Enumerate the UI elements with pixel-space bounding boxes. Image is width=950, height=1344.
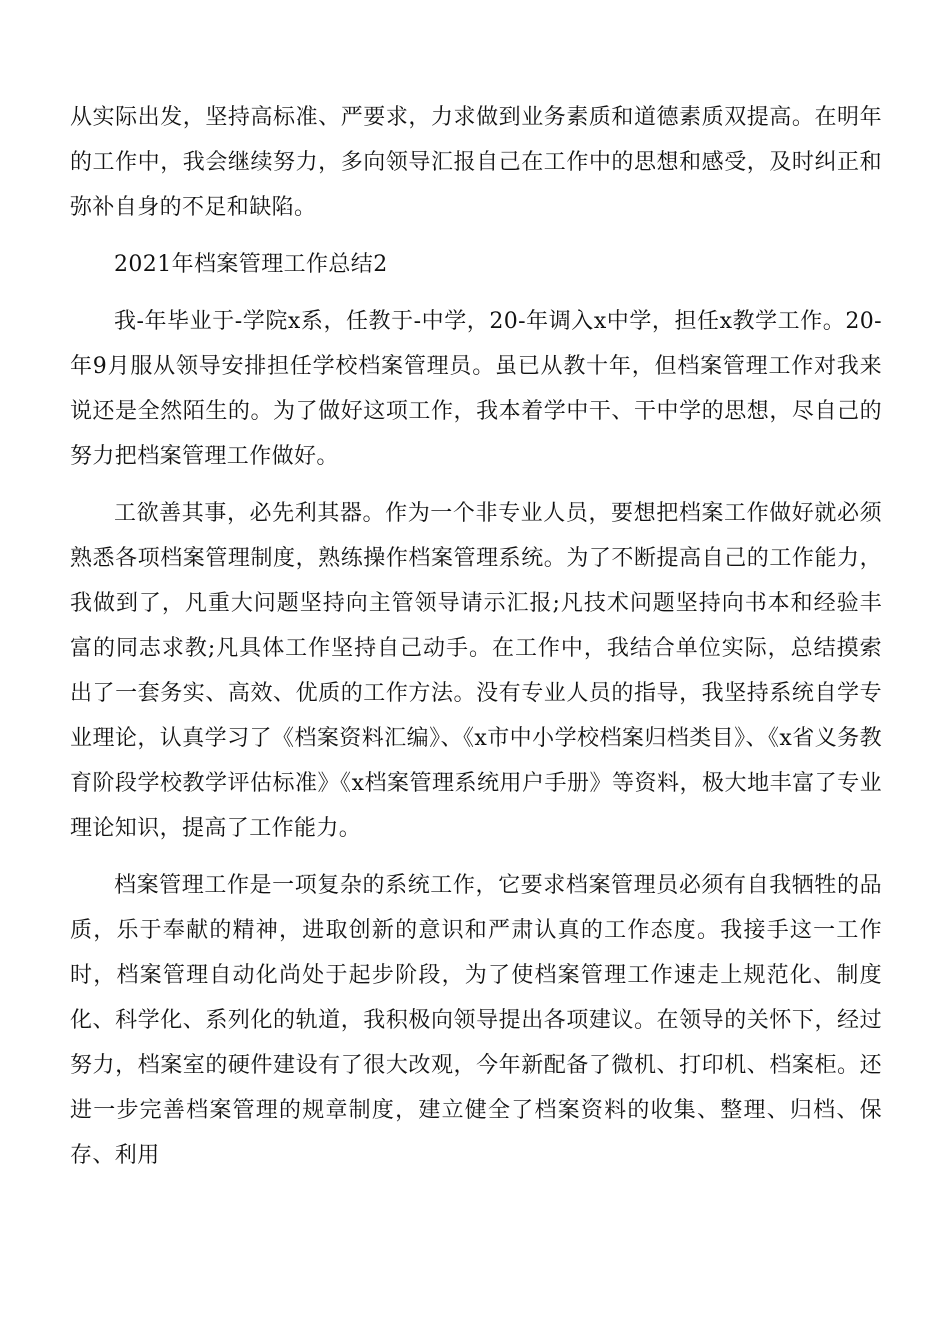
paragraph-self-study: 工欲善其事，必先利其器。作为一个非专业人员，要想把档案工作做好就必须熟悉各项档案管理制度，熟练操作档案管理系统。为了不断提高自己的工作能力，我做到了，凡重大问题坚持向主管领导请示汇报;凡技术问题坚持向书本和经验丰富的同志求教;凡具体工作坚持自己动手。在工作中，我结合单位实际，总结摸索出了一套务实、高效、优质的工作方法。没有专业人员的指导，我坚持系统自学专业理论，认真学习了《档案资料汇编》、《x市中小学校档案归档类目》、《x省义务教育阶段学校教学评估标准》《x档案管理系统用户手册》等资料，极大地丰富了专业理论知识，提高了工作能力。 — [70, 501, 882, 841]
paragraph-background: 我-年毕业于-学院x系，任教于-中学，20-年调入x中学，担任x教学工作。20-年9月服从领导安排担任学校档案管理员。虽已从教十年，但档案管理工作对我来说还是全然陌生的。为了做好这项工作，我本着学中干、干中学的思想，尽自己的努力把档案管理工作做好。 — [70, 309, 882, 469]
paragraph-system-work: 档案管理工作是一项复杂的系统工作，它要求档案管理员必须有自我牺牲的品质，乐于奉献的精神，进取创新的意识和严肃认真的工作态度。我接手这一工作时，档案管理自动化尚处于起步阶段，为了使档案管理工作速走上规范化、制度化、科学化、系列化的轨道，我积极向领导提出各项建议。在领导的关怀下，经过努力，档案室的硬件建设有了很大改观，今年新配备了微机、打印机、档案柜。还进一步完善档案管理的规章制度，建立健全了档案资料的收集、整理、归档、保存、利用 — [70, 873, 882, 1168]
section-heading: 2021年档案管理工作总结2 — [114, 252, 388, 277]
paragraph-continuation: 从实际出发，坚持高标准、严要求，力求做到业务素质和道德素质双提高。在明年的工作中，我会继续努力，多向领导汇报自己在工作中的思想和感受，及时纠正和弥补自身的不足和缺陷。 — [70, 105, 882, 220]
document-body — [70, 95, 882, 1178]
